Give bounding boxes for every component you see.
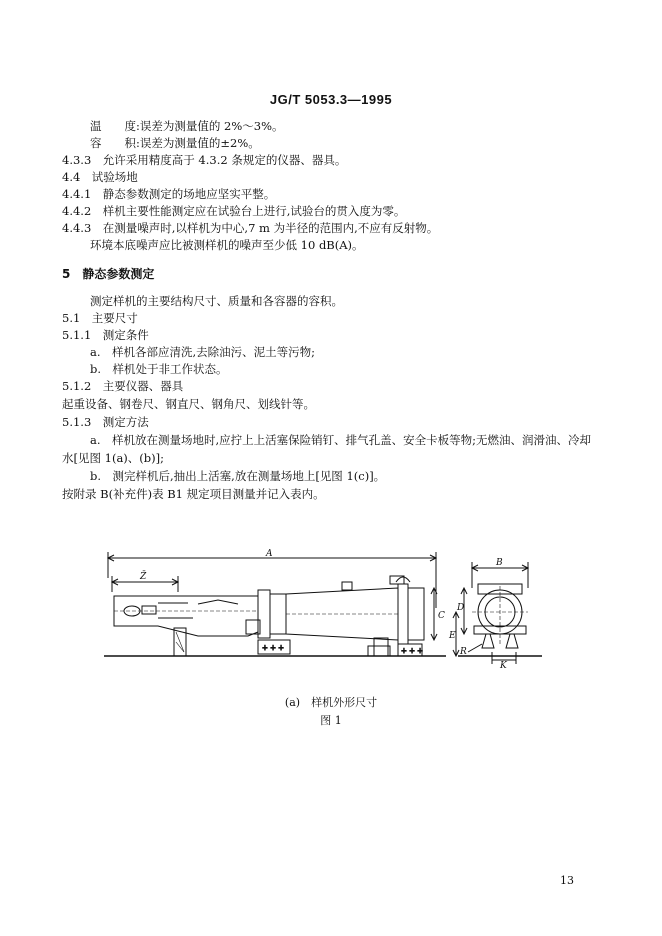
label-K: K xyxy=(500,661,507,668)
page-number: 13 xyxy=(560,874,574,887)
item-5-1-3-a: a. 样机放在测量场地时,应拧上上活塞保险销钉、排气孔盖、安全卡板等物;无燃油、润滑油、冷却 xyxy=(90,433,592,447)
clause-5-1-2: 5.1.2 主要仪器、器具 xyxy=(62,379,184,393)
section-5-title: 5 静态参数测定 xyxy=(62,267,155,281)
clause-5-1-1: 5.1.1 测定条件 xyxy=(62,328,149,342)
clause-4-4-3: 4.4.3 在测量噪声时,以样机为中心,7 m 为半径的范围内,不应有反射物。 xyxy=(62,221,439,235)
svg-text:+ + +: + + + xyxy=(262,644,285,652)
figure-1a-dimension-drawing xyxy=(98,548,554,668)
instrument-list: 起重设备、钢卷尺、钢直尺、钢角尺、划线针等。 xyxy=(62,397,315,411)
clause-4-4-3-continued: 环境本底噪声应比被测样机的噪声至少低 10 dB(A)。 xyxy=(90,238,364,252)
svg-text:+ + +: + + + xyxy=(401,647,424,655)
clause-5-1-3: 5.1.3 测定方法 xyxy=(62,415,149,429)
item-5-1-1-b: b. 样机处于非工作状态。 xyxy=(90,362,228,376)
standard-header: JG/T 5053.3—1995 xyxy=(269,92,393,107)
label-R: R xyxy=(460,647,467,657)
text-line-volume: 容 积:误差为测量值的±2%。 xyxy=(90,136,260,150)
clause-5-1: 5.1 主要尺寸 xyxy=(62,311,138,325)
item-5-1-1-a: a. 样机各部应清洗,去除油污、泥土等污物; xyxy=(90,345,316,359)
section-5-intro: 测定样机的主要结构尺寸、质量和各容器的容积。 xyxy=(90,294,343,308)
clause-4-3-3: 4.3.3 允许采用精度高于 4.3.2 条规定的仪器、器具。 xyxy=(62,153,347,167)
figure-caption: 图 1 xyxy=(320,714,342,727)
figure-subcaption: (a) 样机外形尺寸 xyxy=(284,696,378,709)
label-C: C xyxy=(438,611,445,621)
clause-4-4-1: 4.4.1 静态参数测定的场地应坚实平整。 xyxy=(62,187,276,201)
clause-4-4-2: 4.4.2 样机主要性能测定应在试验台上进行,试验台的贯入度为零。 xyxy=(62,204,406,218)
item-5-1-3-a-continued: 水[见图 1(a)、(b)]; xyxy=(62,451,164,465)
label-B: B xyxy=(496,558,503,568)
label-A: A xyxy=(266,549,273,559)
label-E: E xyxy=(449,631,456,641)
label-Z: Z̄ xyxy=(140,572,147,582)
clause-4-4-heading: 4.4 试验场地 xyxy=(62,170,138,184)
label-D: D xyxy=(457,603,465,613)
text-line-temperature: 温 度:误差为测量值的 2%～3%。 xyxy=(90,119,284,133)
item-5-1-3-b: b. 测完样机后,抽出上活塞,放在测量场地上[见图 1(c)]。 xyxy=(90,469,386,483)
measurement-instruction: 按附录 B(补充件)表 B1 规定项目测量并记入表内。 xyxy=(62,487,325,501)
